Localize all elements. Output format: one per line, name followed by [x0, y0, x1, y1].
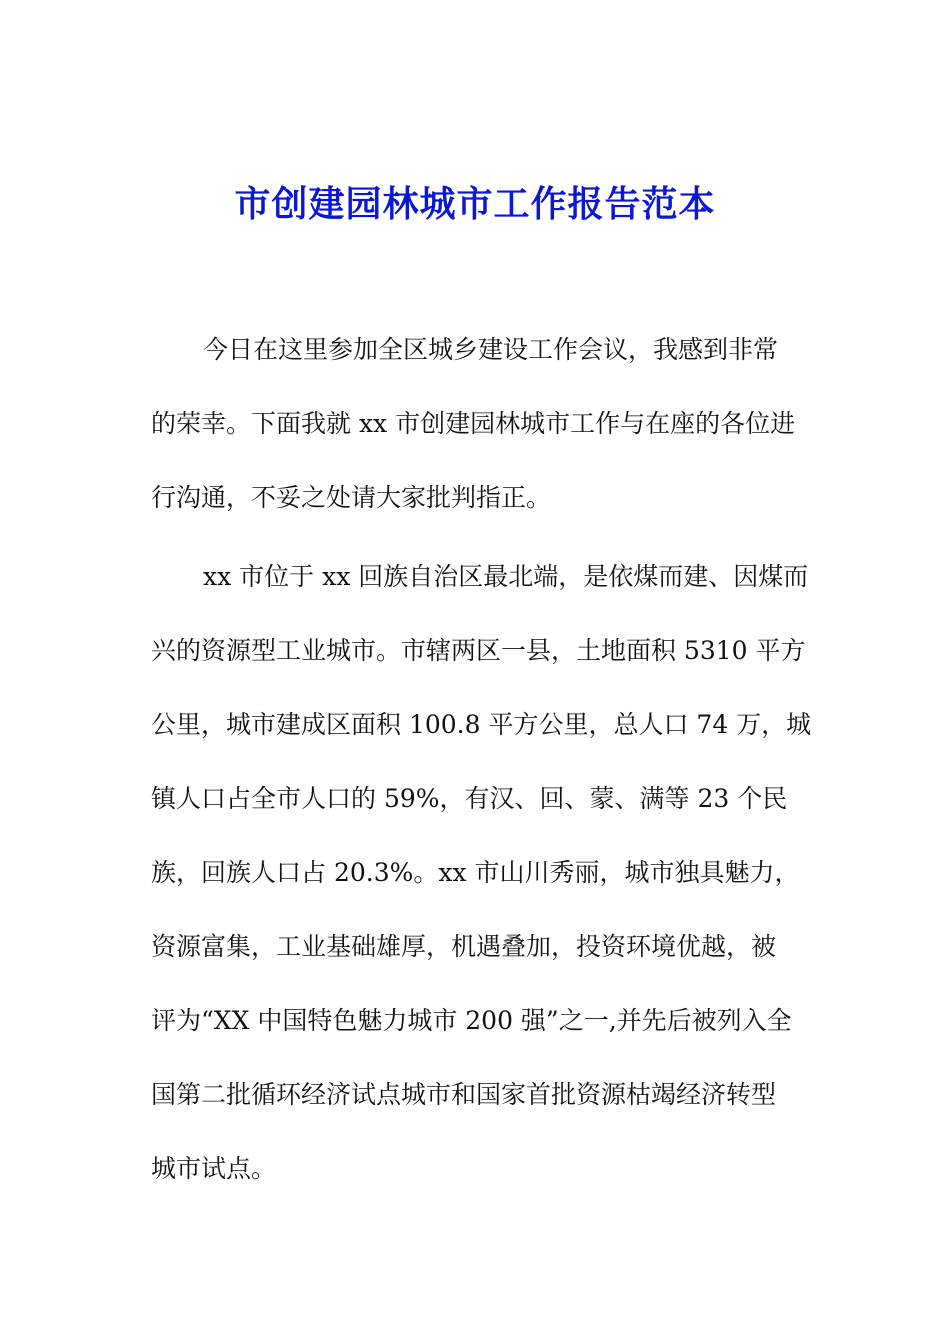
paragraph-2-line-5: 族，回族人口占 20.3%。xx 市山川秀丽，城市独具魅力， — [151, 858, 800, 887]
paragraph-1-line-2: 的荣幸。下面我就 xx 市创建园林城市工作与在座的各位进 — [151, 409, 796, 438]
paragraph-2-line-7: 评为“XX 中国特色魅力城市 200 强”之一,并先后被列入全 — [151, 1006, 792, 1035]
paragraph-1-line-1: 今日在这里参加全区城乡建设工作会议，我感到非常 — [203, 335, 779, 364]
paragraph-2-line-2: 兴的资源型工业城市。市辖两区一县，土地面积 5310 平方 — [151, 636, 806, 665]
paragraph-2-line-3: 公里，城市建成区面积 100.8 平方公里，总人口 74 万，城 — [151, 710, 812, 739]
paragraph-2-line-6: 资源富集，工业基础雄厚，机遇叠加，投资环境优越，被 — [151, 932, 777, 961]
paragraph-2-line-1: xx 市位于 xx 回族自治区最北端，是依煤而建、因煤而 — [203, 562, 809, 591]
document-title: 市创建园林城市工作报告范本 — [234, 183, 716, 225]
paragraph-2-line-8: 国第二批循环经济试点城市和国家首批资源枯竭经济转型 — [151, 1080, 777, 1109]
paragraph-2-line-4: 镇人口占全市人口的 59%，有汉、回、蒙、满等 23 个民 — [151, 784, 788, 813]
paragraph-2-line-9: 城市试点。 — [151, 1154, 277, 1183]
paragraph-1-line-3: 行沟通，不妥之处请大家批判指正。 — [151, 483, 552, 512]
